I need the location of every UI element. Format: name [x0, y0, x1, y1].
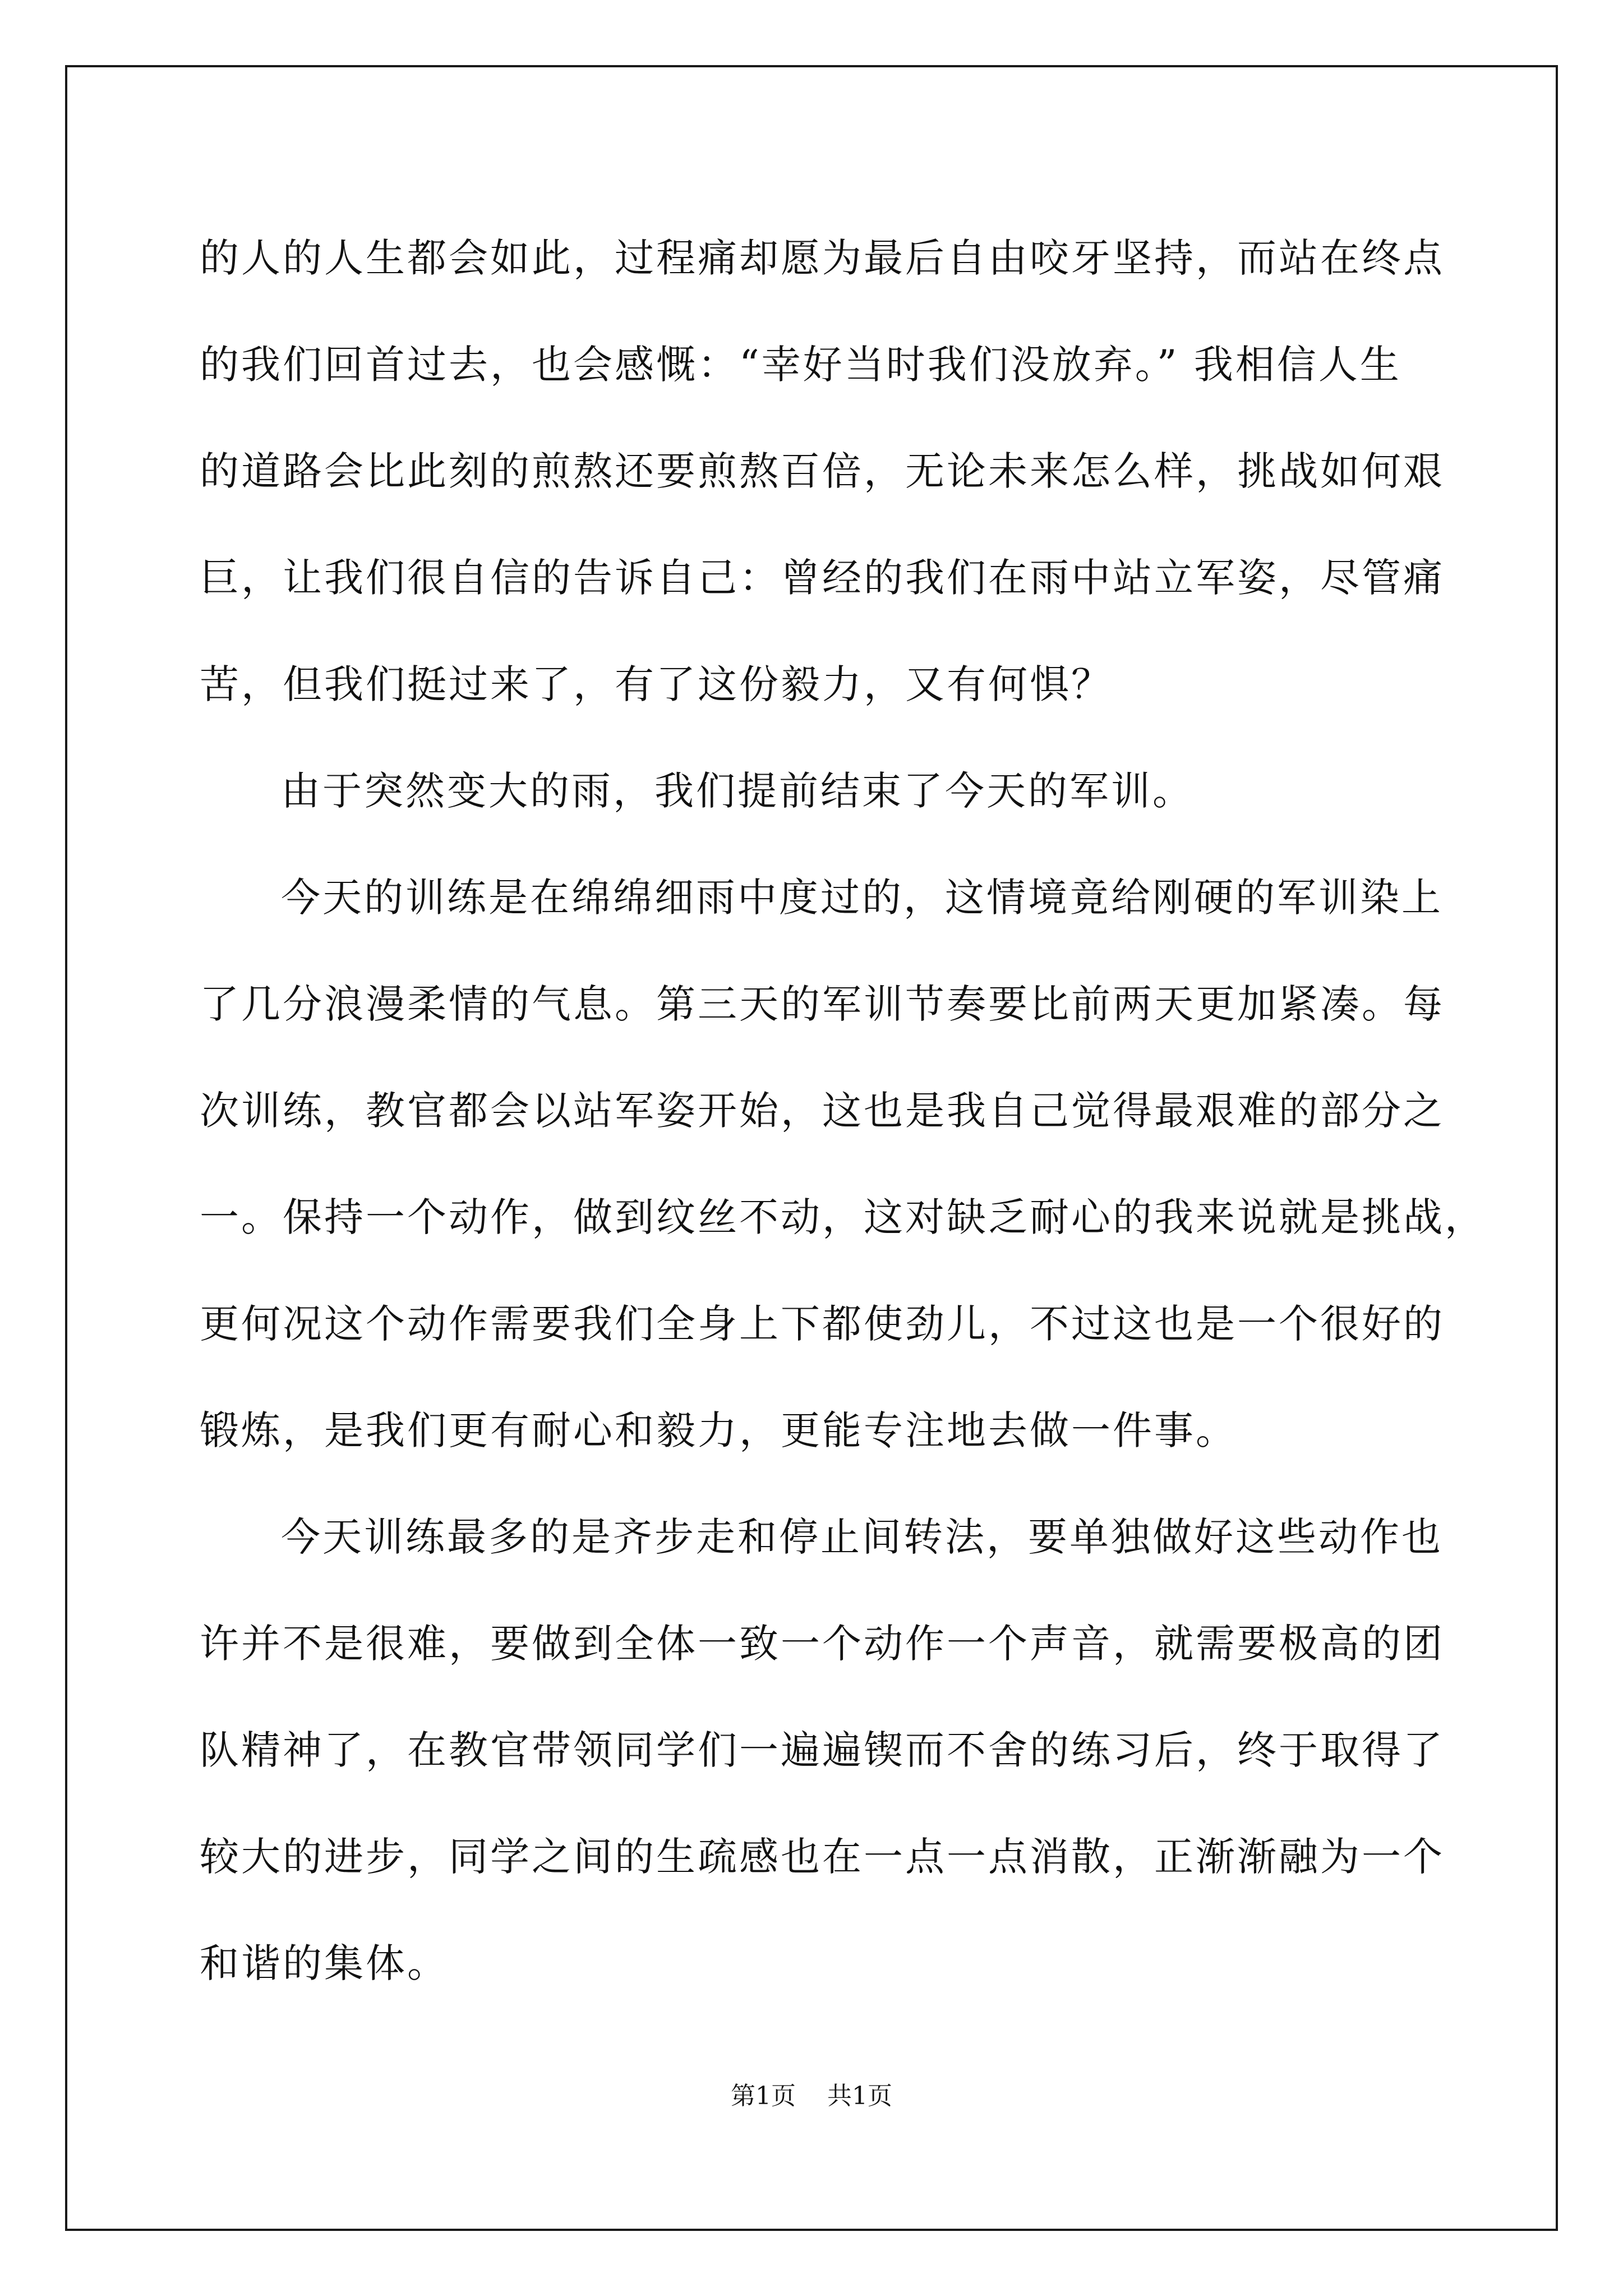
text-line: 巨，让我们很自信的告诉自己：曾经的我们在雨中站立军姿，尽管痛 [200, 555, 1445, 601]
text-line: 一。保持一个动作，做到纹丝不动，这对缺乏耐心的我来说就是挑战， [200, 1194, 1486, 1240]
document-body [200, 205, 1486, 2017]
text-line: 较大的进步，同学之间的生疏感也在一点一点消散，正渐渐融为一个 [200, 1834, 1445, 1880]
text-line: 的我们回首过去，也会感慨：“幸好当时我们没放弃。” 我相信人生 [200, 342, 1401, 388]
page-number: 第1页 [731, 2082, 796, 2110]
text-line: 和谐的集体。 [200, 1940, 449, 1986]
text-line: 了几分浪漫柔情的气息。第三天的军训节奏要比前两天更加紧凑。每 [200, 981, 1445, 1027]
text-line: 今天训练最多的是齐步走和停止间转法，要单独做好这些动作也 [281, 1514, 1443, 1560]
text-line: 队精神了，在教官带领同学们一遍遍锲而不舍的练习后，终于取得了 [200, 1727, 1445, 1773]
paragraph [200, 844, 1486, 1484]
page-footer [0, 2076, 1623, 2111]
text-line: 今天的训练是在绵绵细雨中度过的，这情境竟给刚硬的军训染上 [281, 875, 1443, 921]
text-line: 次训练，教官都会以站军姿开始，这也是我自己觉得最艰难的部分之 [200, 1088, 1445, 1134]
text-line: 许并不是很难，要做到全体一致一个动作一个声音，就需要极高的团 [200, 1621, 1445, 1667]
text-line: 的人的人生都会如此，过程痛却愿为最后自由咬牙坚持，而站在终点 [200, 235, 1445, 281]
text-line: 更何况这个动作需要我们全身上下都使劲儿，不过这也是一个很好的 [200, 1301, 1445, 1347]
paragraph [200, 205, 1445, 738]
page-total: 共1页 [827, 2082, 892, 2110]
text-line: 苦，但我们挺过来了，有了这份毅力，又有何惧？ [200, 661, 1113, 707]
paragraph [200, 1484, 1445, 2017]
text-line: 由于突然变大的雨，我们提前结束了今天的军训。 [281, 768, 1194, 814]
text-line: 的道路会比此刻的煎熬还要煎熬百倍，无论未来怎么样，挑战如何艰 [200, 448, 1445, 494]
text-line: 锻炼，是我们更有耐心和毅力，更能专注地去做一件事。 [200, 1407, 1237, 1453]
paragraph [200, 738, 1433, 844]
